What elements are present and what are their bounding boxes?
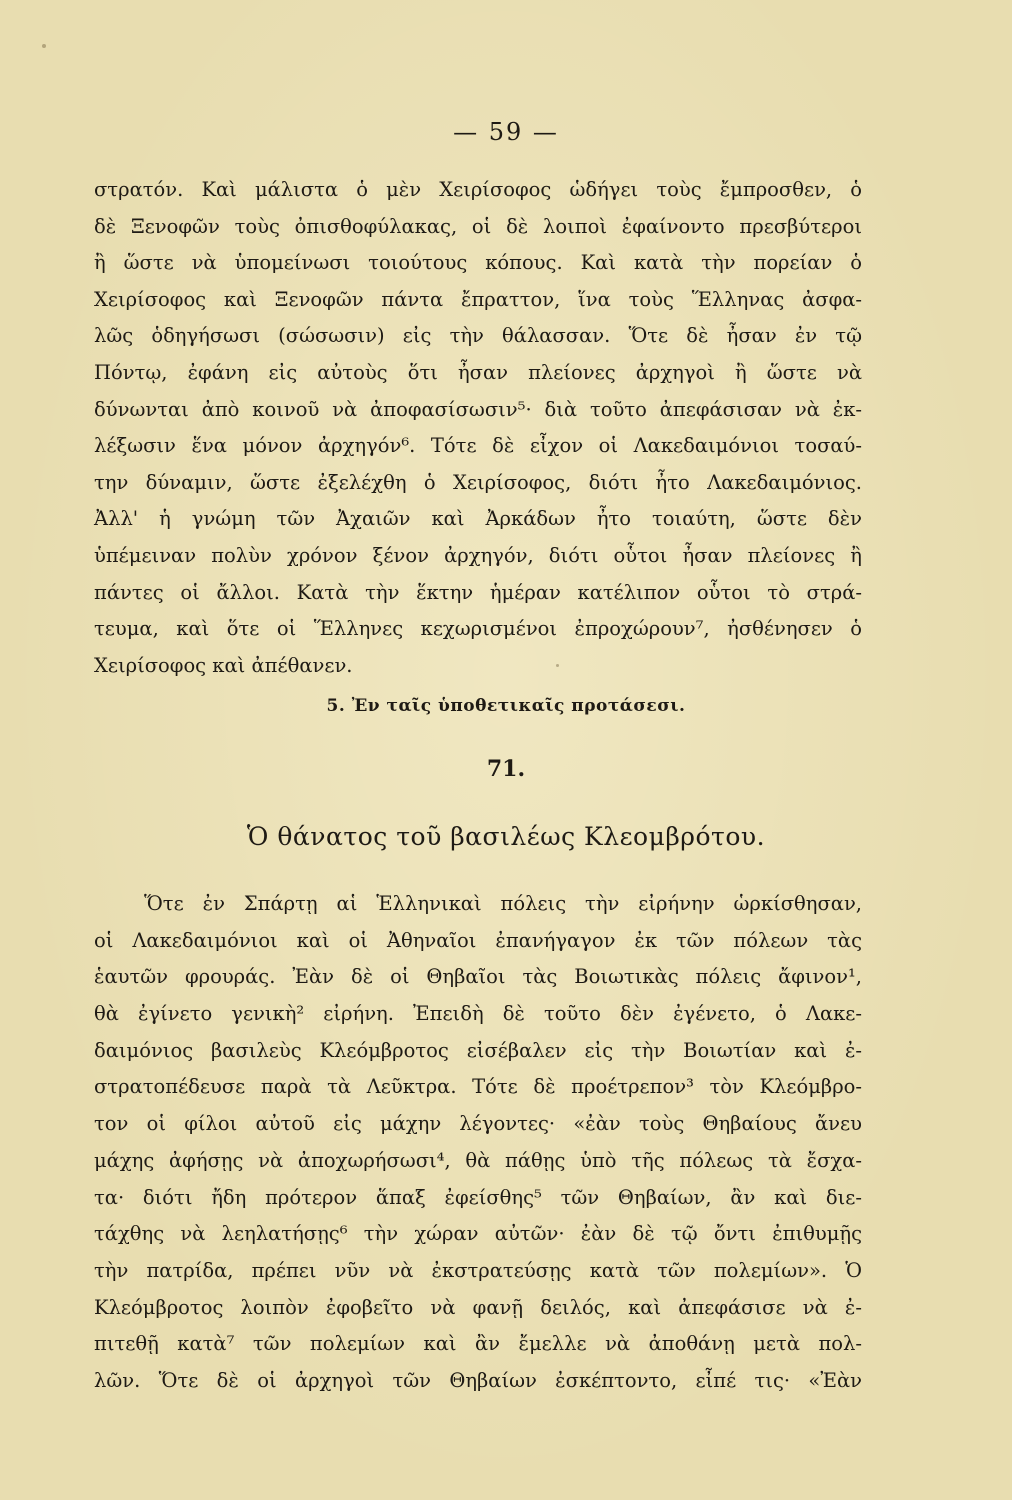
text-line: ἑαυτῶν φρουράς. Ἐὰν δὲ οἱ Θηβαῖοι τὰς Βοιωτικὰς πόλεις ἄφινον¹, <box>94 965 862 989</box>
text-line: θὰ ἐγίνετο γενικὴ² εἰρήνη. Ἐπειδὴ δὲ τοῦτο δὲν ἐγένετο, ὁ Λακε- <box>94 1002 862 1026</box>
chapter-number: 71. <box>486 756 526 782</box>
text-line: τὴν πατρίδα, πρέπει νῦν νὰ ἐκστρατεύσῃς κατὰ τῶν πολεμίων». Ὁ <box>94 1258 862 1282</box>
paper-speck <box>556 664 559 667</box>
text-line: οἱ Λακεδαιμόνιοι καὶ οἱ Ἀθηναῖοι ἐπανήγαγον ἐκ τῶν πόλεων τὰς <box>94 928 862 952</box>
text-line: πιτεθῇ κατὰ⁷ τῶν πολεμίων καὶ ἂν ἔμελλε νὰ ἀποθάνῃ μετὰ πολ- <box>94 1332 862 1356</box>
paper-speck <box>42 44 46 48</box>
text-line: στρατοπέδευσε παρὰ τὰ Λεῦκτρα. Τότε δὲ προέτρεπον³ τὸν Κλεόμβρο- <box>94 1075 862 1099</box>
text-line: δὲ Ξενοφῶν τοὺς ὀπισθοφύλακας, οἱ δὲ λοιποὶ ἐφαίνοντο πρεσβύτεροι <box>94 214 862 238</box>
text-line: τα· διότι ἤδη πρότερον ἅπαξ ἐφείσθης⁵ τῶν Θηβαίων, ἂν καὶ διε- <box>94 1185 862 1209</box>
text-line: τάχθης νὰ λεηλατήσῃς⁶ τὴν χώραν αὐτῶν· ἐὰν δὲ τῷ ὄντι ἐπιθυμῇς <box>94 1222 862 1246</box>
section-heading: 5. Ἐν ταῖς ὑποθετικαῖς προτάσεσι. <box>326 696 686 716</box>
text-line: τον οἱ φίλοι αὐτοῦ εἰς μάχην λέγοντες· «ἐὰν τοὺς Θηβαίους ἄνευ <box>94 1112 862 1136</box>
text-line: Ἀλλ' ἡ γνώμη τῶν Ἀχαιῶν καὶ Ἀρκάδων ἦτο τοιαύτη, ὥστε δὲν <box>94 507 862 531</box>
text-line: δύνωνται ἀπὸ κοινοῦ νὰ ἀποφασίσωσιν⁵· διὰ τοῦτο ἀπεφάσισαν νὰ ἐκ- <box>94 397 862 421</box>
text-line: ἢ ὥστε νὰ ὑπομείνωσι τοιούτους κόπους. Καὶ κατὰ τὴν πορείαν ὁ <box>94 251 862 275</box>
text-line: Χειρίσοφος καὶ ἀπέθανεν. <box>94 653 353 677</box>
paragraph-anabasis <box>94 172 862 684</box>
text-line: Χειρίσοφος καὶ Ξενοφῶν πάντα ἔπραττον, ἵνα τοὺς Ἕλληνας ἀσφα- <box>94 287 862 311</box>
text-line: πάντες οἱ ἄλλοι. Κατὰ τὴν ἕκτην ἡμέραν κατέλιπον οὗτοι τὸ στρά- <box>94 580 862 604</box>
text-line: λέξωσιν ἕνα μόνον ἀρχηγόν⁶. Τότε δὲ εἶχον οἱ Λακεδαιμόνιοι τοσαύ- <box>94 434 862 458</box>
text-line: λῶν. Ὅτε δὲ οἱ ἀρχηγοὶ τῶν Θηβαίων ἐσκέπτοντο, εἶπέ τις· «Ἐὰν <box>94 1368 862 1392</box>
text-line: μάχης ἀφήσῃς νὰ ἀποχωρήσωσι⁴, θὰ πάθῃς ὑπὸ τῆς πόλεως τὰ ἔσχα- <box>94 1148 862 1172</box>
paragraph-kleombrotos <box>94 886 862 1400</box>
page-number: — 59 — <box>453 118 559 146</box>
text-line: την δύναμιν, ὥστε ἐξελέχθη ὁ Χειρίσοφος, διότι ἦτο Λακεδαιμόνιος. <box>94 470 862 494</box>
chapter-title: Ὁ θάνατος τοῦ βασιλέως Κλεομβρότου. <box>246 822 766 851</box>
text-line: Κλεόμβροτος λοιπὸν ἐφοβεῖτο νὰ φανῇ δειλός, καὶ ἀπεφάσισε νὰ ἐ- <box>94 1295 862 1319</box>
text-line: στρατόν. Καὶ μάλιστα ὁ μὲν Χειρίσοφος ὡδήγει τοὺς ἔμπροσθεν, ὁ <box>94 178 862 201</box>
text-line: δαιμόνιος βασιλεὺς Κλεόμβροτος εἰσέβαλεν εἰς τὴν Βοιωτίαν καὶ ἐ- <box>94 1038 862 1062</box>
text-line: λῶς ὁδηγήσωσι (σώσωσιν) εἰς τὴν θάλασσαν. Ὅτε δὲ ἦσαν ἐν τῷ <box>94 324 862 348</box>
text-line: τευμα, καὶ ὅτε οἱ Ἕλληνες κεχωρισμένοι ἐπροχώρουν⁷, ἠσθένησεν ὁ <box>94 617 862 641</box>
text-line: Ὅτε ἐν Σπάρτῃ αἱ Ἑλληνικαὶ πόλεις τὴν εἰρήνην ὡρκίσθησαν, <box>144 892 862 915</box>
text-line: Πόντῳ, ἐφάνη εἰς αὐτοὺς ὅτι ἦσαν πλείονες ἀρχηγοὶ ἢ ὥστε νὰ <box>94 360 862 384</box>
text-line: ὑπέμειναν πολὺν χρόνον ξένον ἀρχηγόν, διότι οὗτοι ἦσαν πλείονες ἢ <box>94 543 862 567</box>
